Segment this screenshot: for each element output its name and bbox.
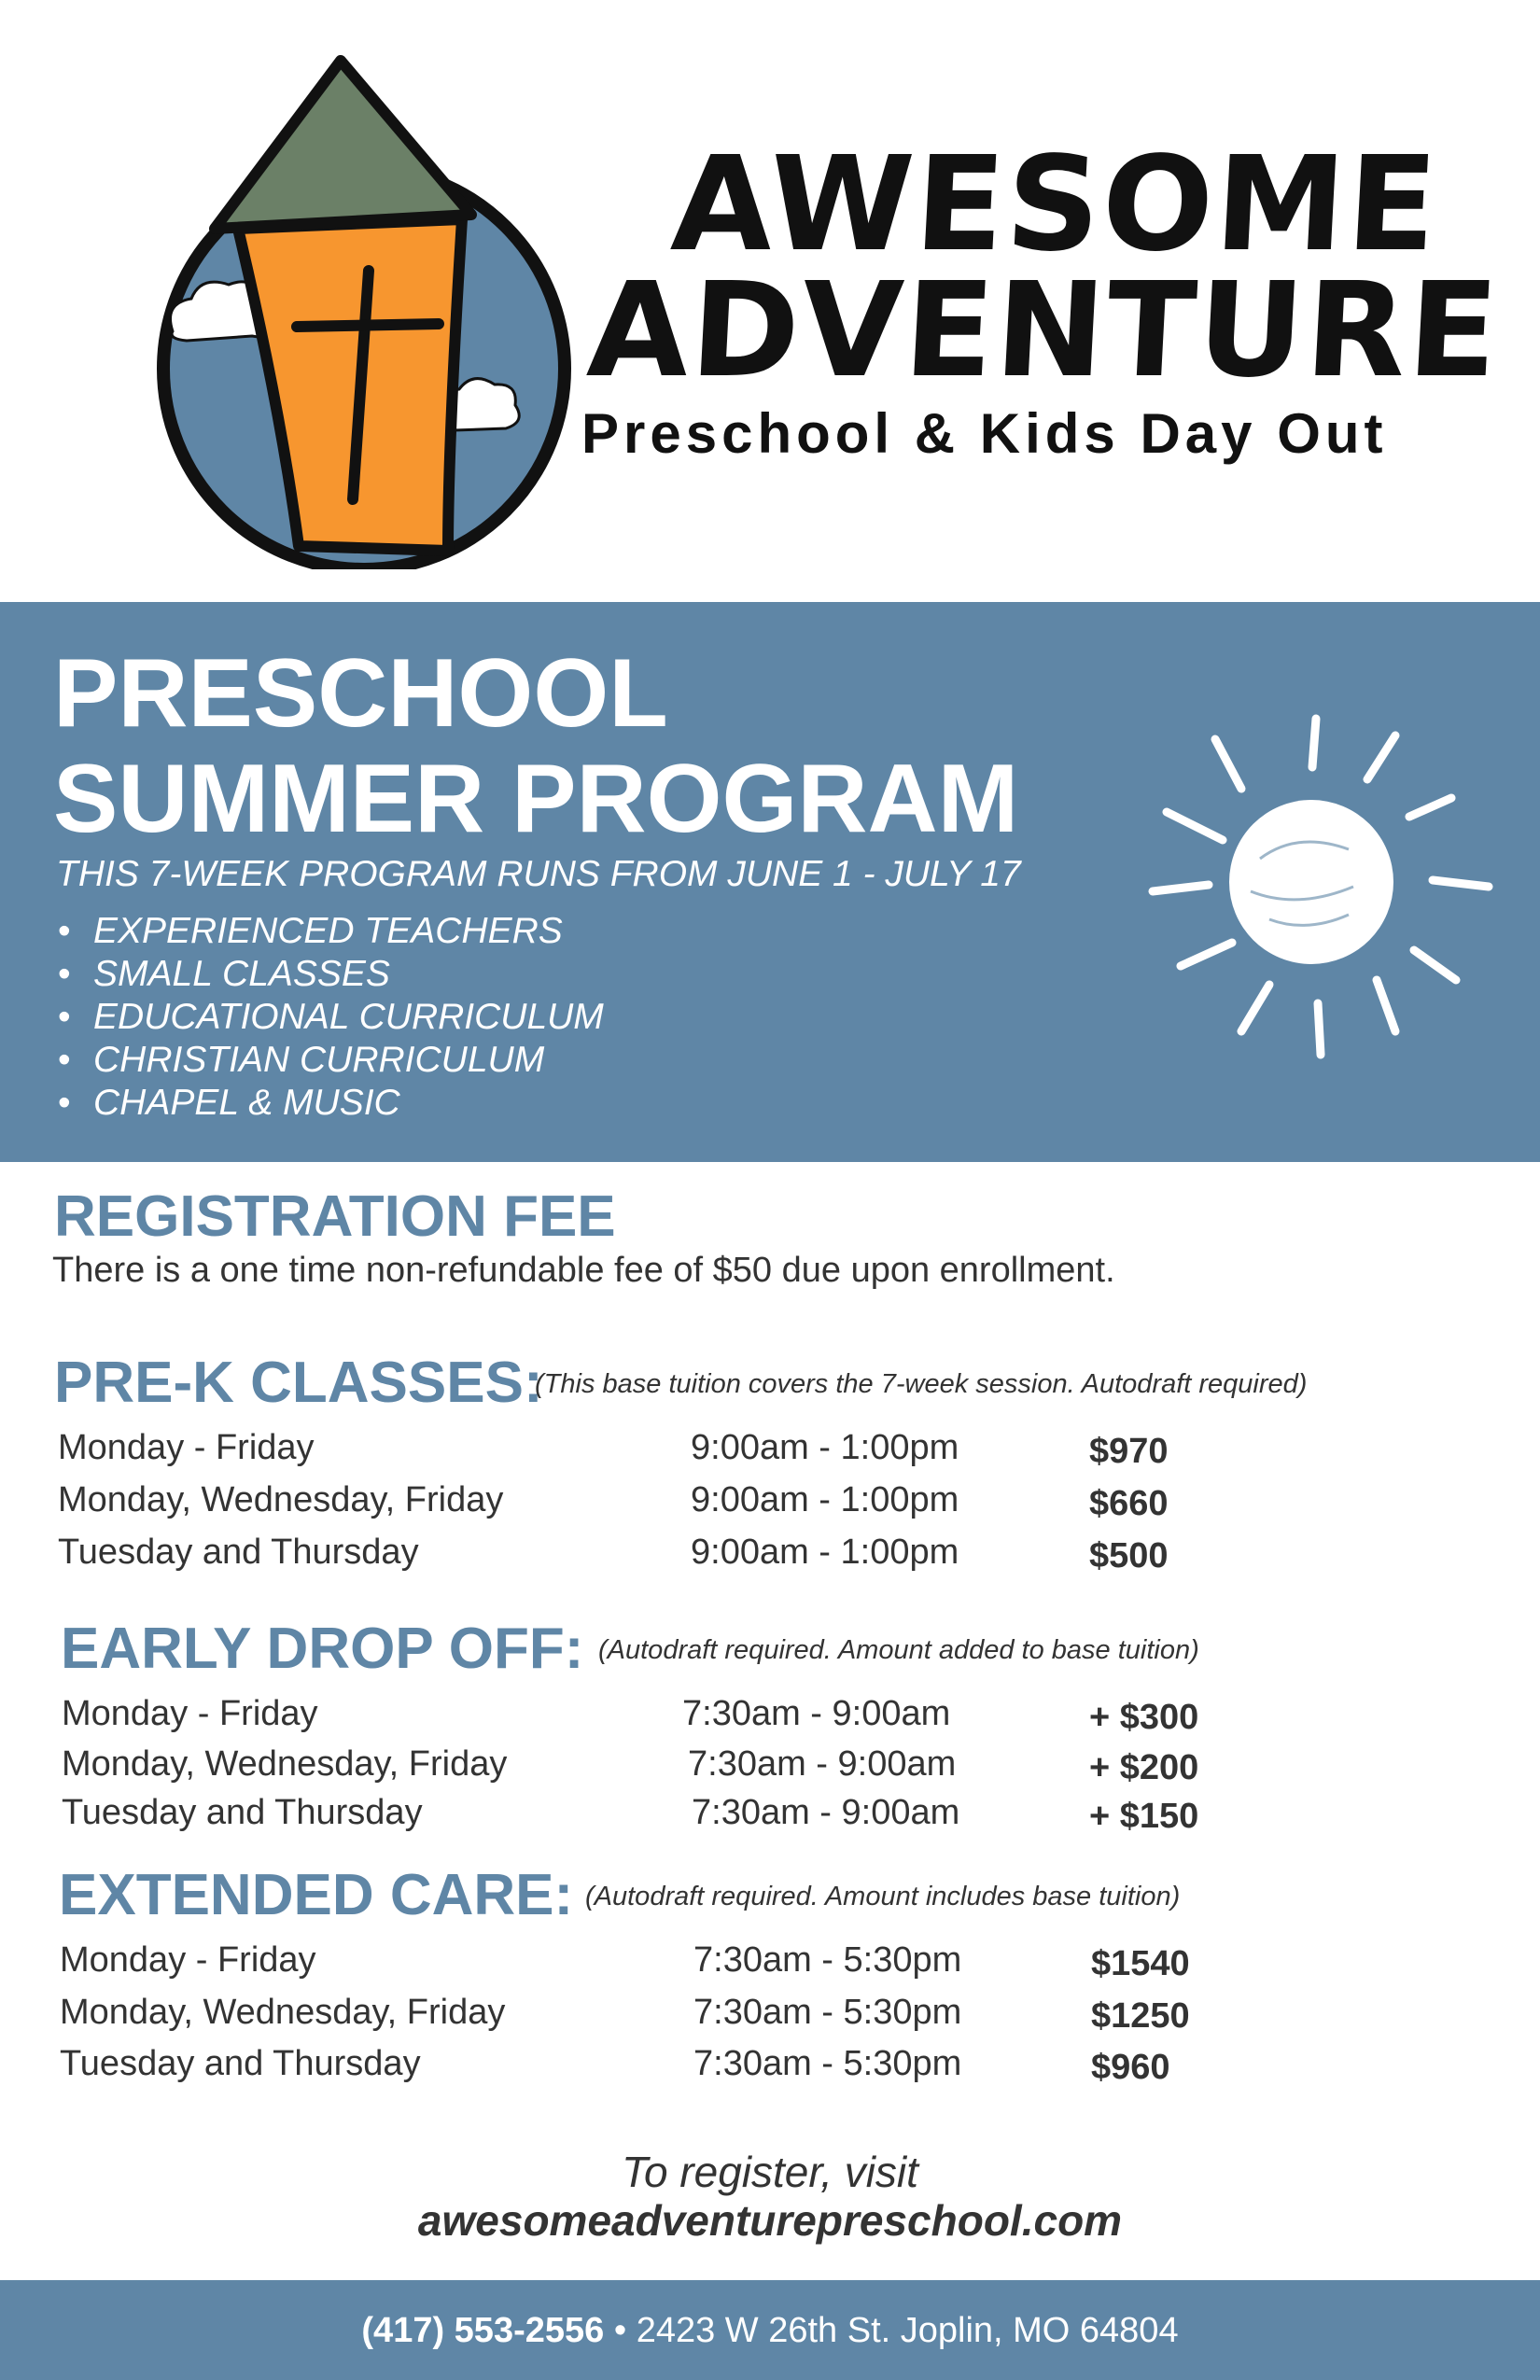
table-row: [0, 1480, 1540, 1533]
schedule-price: + $200: [1089, 1748, 1199, 1787]
schedule-days: Tuesday and Thursday: [62, 1793, 423, 1832]
schedule-time: 7:30am - 9:00am: [688, 1744, 957, 1784]
feature-list: [58, 910, 604, 1125]
schedule-days: Tuesday and Thursday: [58, 1533, 419, 1572]
table-row: [0, 2044, 1540, 2096]
street-address: 2423 W 26th St. Joplin, MO 64804: [636, 2311, 1179, 2350]
schedule-price: + $150: [1089, 1797, 1199, 1836]
schedule-price: $500: [1089, 1536, 1169, 1575]
schedule-price: + $300: [1089, 1698, 1199, 1737]
registration-text: There is a one time non-refundable fee of $50 due upon enrollment.: [52, 1251, 1115, 1290]
schedule-time: 7:30am - 5:30pm: [693, 2044, 962, 2083]
table-row: [0, 1533, 1540, 1585]
schedule-time: 7:30am - 5:30pm: [693, 1940, 962, 1980]
schedule-days: Monday, Wednesday, Friday: [60, 1993, 506, 2032]
schedule-price: $960: [1091, 2048, 1170, 2087]
table-row: [0, 1744, 1540, 1797]
contact-line: [0, 2311, 1540, 2351]
feature-item: • SMALL CLASSES: [58, 953, 604, 996]
table-row: [0, 1428, 1540, 1480]
program-title: [53, 641, 1173, 852]
schedule-time: 9:00am - 1:00pm: [691, 1480, 959, 1519]
prek-note: (This base tuition covers the 7-week session. Autodraft required): [535, 1369, 1308, 1399]
program-dates: THIS 7-WEEK PROGRAM RUNS FROM JUNE 1 - JULY 17: [56, 854, 1021, 894]
phone-number[interactable]: (417) 553-2556: [361, 2311, 605, 2350]
prek-heading: PRE-K CLASSES:: [54, 1351, 543, 1415]
registration-heading: REGISTRATION FEE: [54, 1184, 616, 1249]
schedule-time: 7:30am - 9:00am: [682, 1694, 951, 1733]
extended-care-heading: EXTENDED CARE:: [59, 1863, 574, 1927]
schedule-price: $1250: [1091, 1996, 1190, 2036]
schedule-price: $1540: [1091, 1944, 1190, 1983]
schedule-days: Monday, Wednesday, Friday: [58, 1480, 504, 1519]
register-link[interactable]: awesomeadventurepreschool.com: [417, 2196, 1123, 2245]
table-row: [0, 1793, 1540, 1845]
sun-icon: [1129, 700, 1521, 1092]
table-row: [0, 1694, 1540, 1746]
feature-item: • CHRISTIAN CURRICULUM: [58, 1039, 604, 1082]
schedule-time: 9:00am - 1:00pm: [691, 1533, 959, 1572]
schedule-days: Monday - Friday: [58, 1428, 315, 1467]
schedule-price: $970: [1089, 1432, 1169, 1471]
program-hero-band: [0, 602, 1540, 1162]
program-title-line2: SUMMER PROGRAM: [53, 745, 1019, 853]
schedule-days: Monday - Friday: [60, 1940, 316, 1980]
brand-subtitle: Preschool & Kids Day Out: [581, 402, 1388, 465]
schedule-price: $660: [1089, 1484, 1169, 1523]
schedule-time: 7:30am - 9:00am: [692, 1793, 960, 1832]
program-title-line1: PRESCHOOL: [53, 639, 668, 748]
feature-item: • EXPERIENCED TEACHERS: [58, 910, 604, 953]
table-row: [0, 1993, 1540, 2045]
brand-name-line2: ADVENTURE: [583, 255, 1504, 407]
table-row: [0, 1940, 1540, 1993]
schedule-time: 9:00am - 1:00pm: [691, 1428, 959, 1467]
early-dropoff-heading: EARLY DROP OFF:: [61, 1617, 584, 1681]
contact-footer: [0, 2280, 1540, 2380]
feature-item: • CHAPEL & MUSIC: [58, 1082, 604, 1125]
early-dropoff-note: (Autodraft required. Amount added to base tuition): [598, 1635, 1199, 1665]
register-prompt: To register, visit: [622, 2148, 918, 2196]
school-logo-icon: [140, 51, 579, 569]
schedule-days: Monday - Friday: [62, 1694, 318, 1733]
feature-item: • EDUCATIONAL CURRICULUM: [58, 996, 604, 1039]
footer-separator: •: [604, 2311, 637, 2350]
extended-care-note: (Autodraft required. Amount includes base tuition): [585, 1882, 1181, 1911]
schedule-days: Monday, Wednesday, Friday: [62, 1744, 508, 1784]
schedule-days: Tuesday and Thursday: [60, 2044, 421, 2083]
brand-name-line1: AWESOME: [667, 129, 1443, 281]
schedule-time: 7:30am - 5:30pm: [693, 1993, 962, 2032]
